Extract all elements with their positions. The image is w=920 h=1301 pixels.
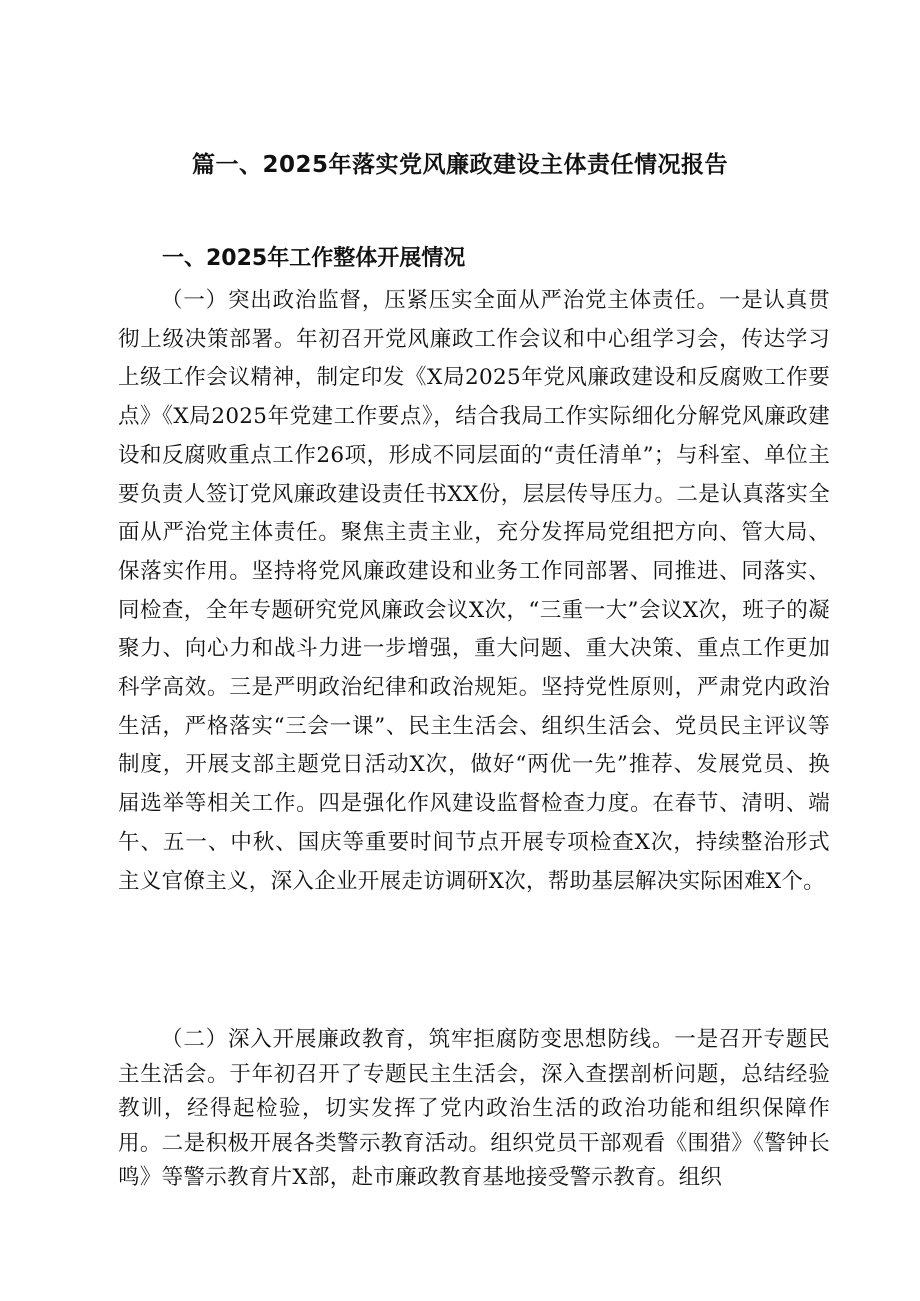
paragraph-integrity-education: （二）深入开展廉政教育，筑牢拒腐防变思想防线。一是召开专题民主生活会。于年初召开了专题民主生活会，深入查摆剖析问题，总结经验教训，经得起检验，切实发挥了党内政治生活的政治功能和组织保障作用。二是积极开展各类警示教育活动。组织党员干部观看《围猎》《警钟长鸣》等警示教育片X部，赴市廉政教育基地接受警示教育。组织 xyxy=(118,1027,830,1190)
paragraph-political-supervision: （一）突出政治监督，压紧压实全面从严治党主体责任。一是认真贯彻上级决策部署。年初召开党风廉政工作会议和中心组学习会，传达学习上级工作会议精神，制定印发《X局2025年党风廉政建设和反腐败工作要点》《X局2025年党建工作要点》，结合我局工作实际细化分解党风廉政建设和反腐败重点工作26项，形成不同层面的“责任清单”；与科室、单位主要负责人签订党风廉政建设责任书XX份，层层传导压力。二是认真落实全面从严治党主体责任。聚焦主责主业，充分发挥局党组把方向、管大局、保落实作用。坚持将党风廉政建设和业务工作同部署、同推进、同落实、同检查，全年专题研究党风廉政会议X次，“三重一大”会议X次，班子的凝聚力、向心力和战斗力进一步增强，重大问题、重大决策、重点工作更加科学高效。三是严明政治纪律和政治规矩。坚持党性原则，严肃党内政治生活，严格落实“三会一课”、民主生活会、组织生活会、党员民主评议等制度，开展支部主题党日活动X次，做好“两优一先”推荐、发展党员、换届选举等相关工作。四是强化作风建设监督检查力度。在春节、清明、端午、五一、中秋、国庆等重要时间节点开展专项检查X次，持续整治形式主义官僚主义，深入企业开展走访调研X次，帮助基层解决实际困难X个。 xyxy=(118,288,830,894)
section-heading: 一、2025年工作整体开展情况 xyxy=(162,246,466,271)
document-title: 篇一、2025年落实党风廉政建设主体责任情况报告 xyxy=(191,152,728,178)
